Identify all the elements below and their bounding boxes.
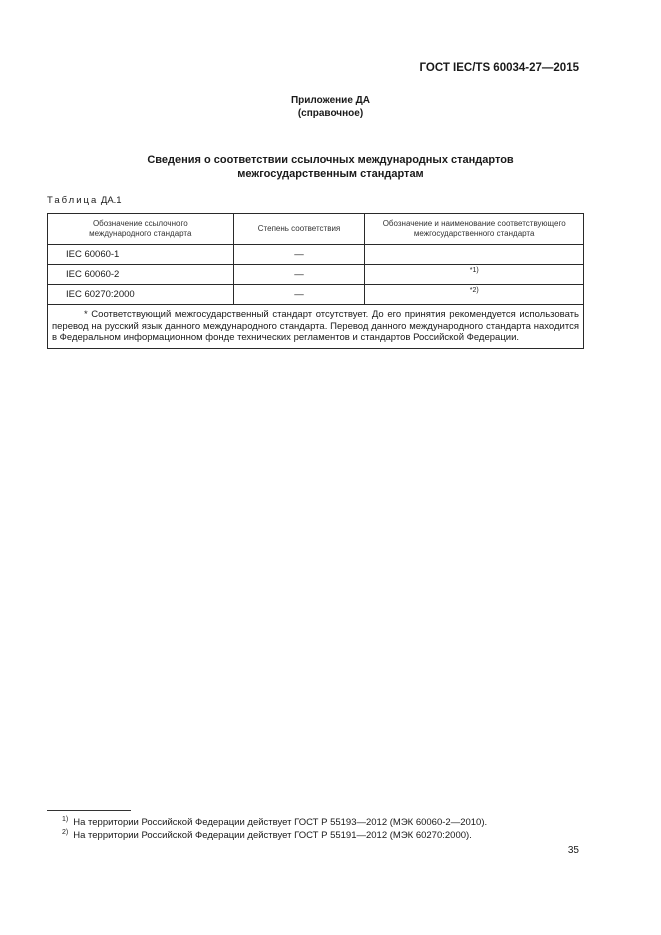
annex-title: Приложение ДА — [290, 95, 371, 106]
section-title-line1: Сведения о соответствии ссылочных международных стандартов — [147, 154, 514, 166]
cell-degree: — — [233, 265, 365, 285]
table-caption-prefix: Таблица — [47, 195, 99, 206]
footnote-2-mark: 2) — [62, 829, 69, 836]
table-caption-id: ДА.1 — [100, 195, 122, 206]
page-number: 35 — [567, 845, 579, 856]
cell-ref: IEC 60060-1 — [48, 245, 234, 265]
footnote-1 — [62, 816, 487, 828]
header-degree: Степень соответствия — [233, 214, 365, 245]
cell-degree: — — [233, 285, 365, 305]
document-code: ГОСТ IEC/TS 60034-27—2015 — [419, 62, 579, 74]
header-ref-standard: Обозначение ссылочного международного стандарта — [48, 214, 234, 245]
footnote-divider — [47, 810, 131, 811]
correspondence-table — [47, 213, 584, 349]
footnote-2-text: На территории Российской Федерации действует ГОСТ Р 55191—2012 (МЭК 60270:2000). — [73, 830, 472, 841]
header-national-standard: Обозначение и наименование соответствующего межгосударственного стандарта — [365, 214, 584, 245]
footnote-2 — [62, 829, 472, 841]
cell-national: *1) — [365, 265, 584, 285]
cell-national: *2) — [365, 285, 584, 305]
table-header-row — [48, 214, 584, 245]
table-row — [48, 265, 584, 285]
table-row — [48, 285, 584, 305]
cell-national — [365, 245, 584, 265]
annex-heading — [0, 94, 661, 120]
footnote-1-mark: 1) — [62, 816, 69, 823]
table-row — [48, 245, 584, 265]
section-title — [0, 153, 661, 181]
section-title-line2: межгосударственным стандартам — [237, 168, 424, 180]
table-note: * Соответствующий межгосударственный стандарт отсутствует. До его принятия рекомендуется использовать перевод на русский язык данного международного стандарта. Перевод данного международного стандарта находится в Федеральном информационном фонде технических регламентов и стандартов Российской Федерации. — [48, 305, 584, 349]
cell-degree: — — [233, 245, 365, 265]
table-caption — [47, 195, 122, 206]
footnote-1-text: На территории Российской Федерации действует ГОСТ Р 55193—2012 (МЭК 60060-2—2010). — [73, 817, 488, 828]
cell-ref: IEC 60060-2 — [48, 265, 234, 285]
annex-subtitle: (справочное) — [297, 108, 364, 119]
cell-ref: IEC 60270:2000 — [48, 285, 234, 305]
table-note-row — [48, 305, 584, 349]
